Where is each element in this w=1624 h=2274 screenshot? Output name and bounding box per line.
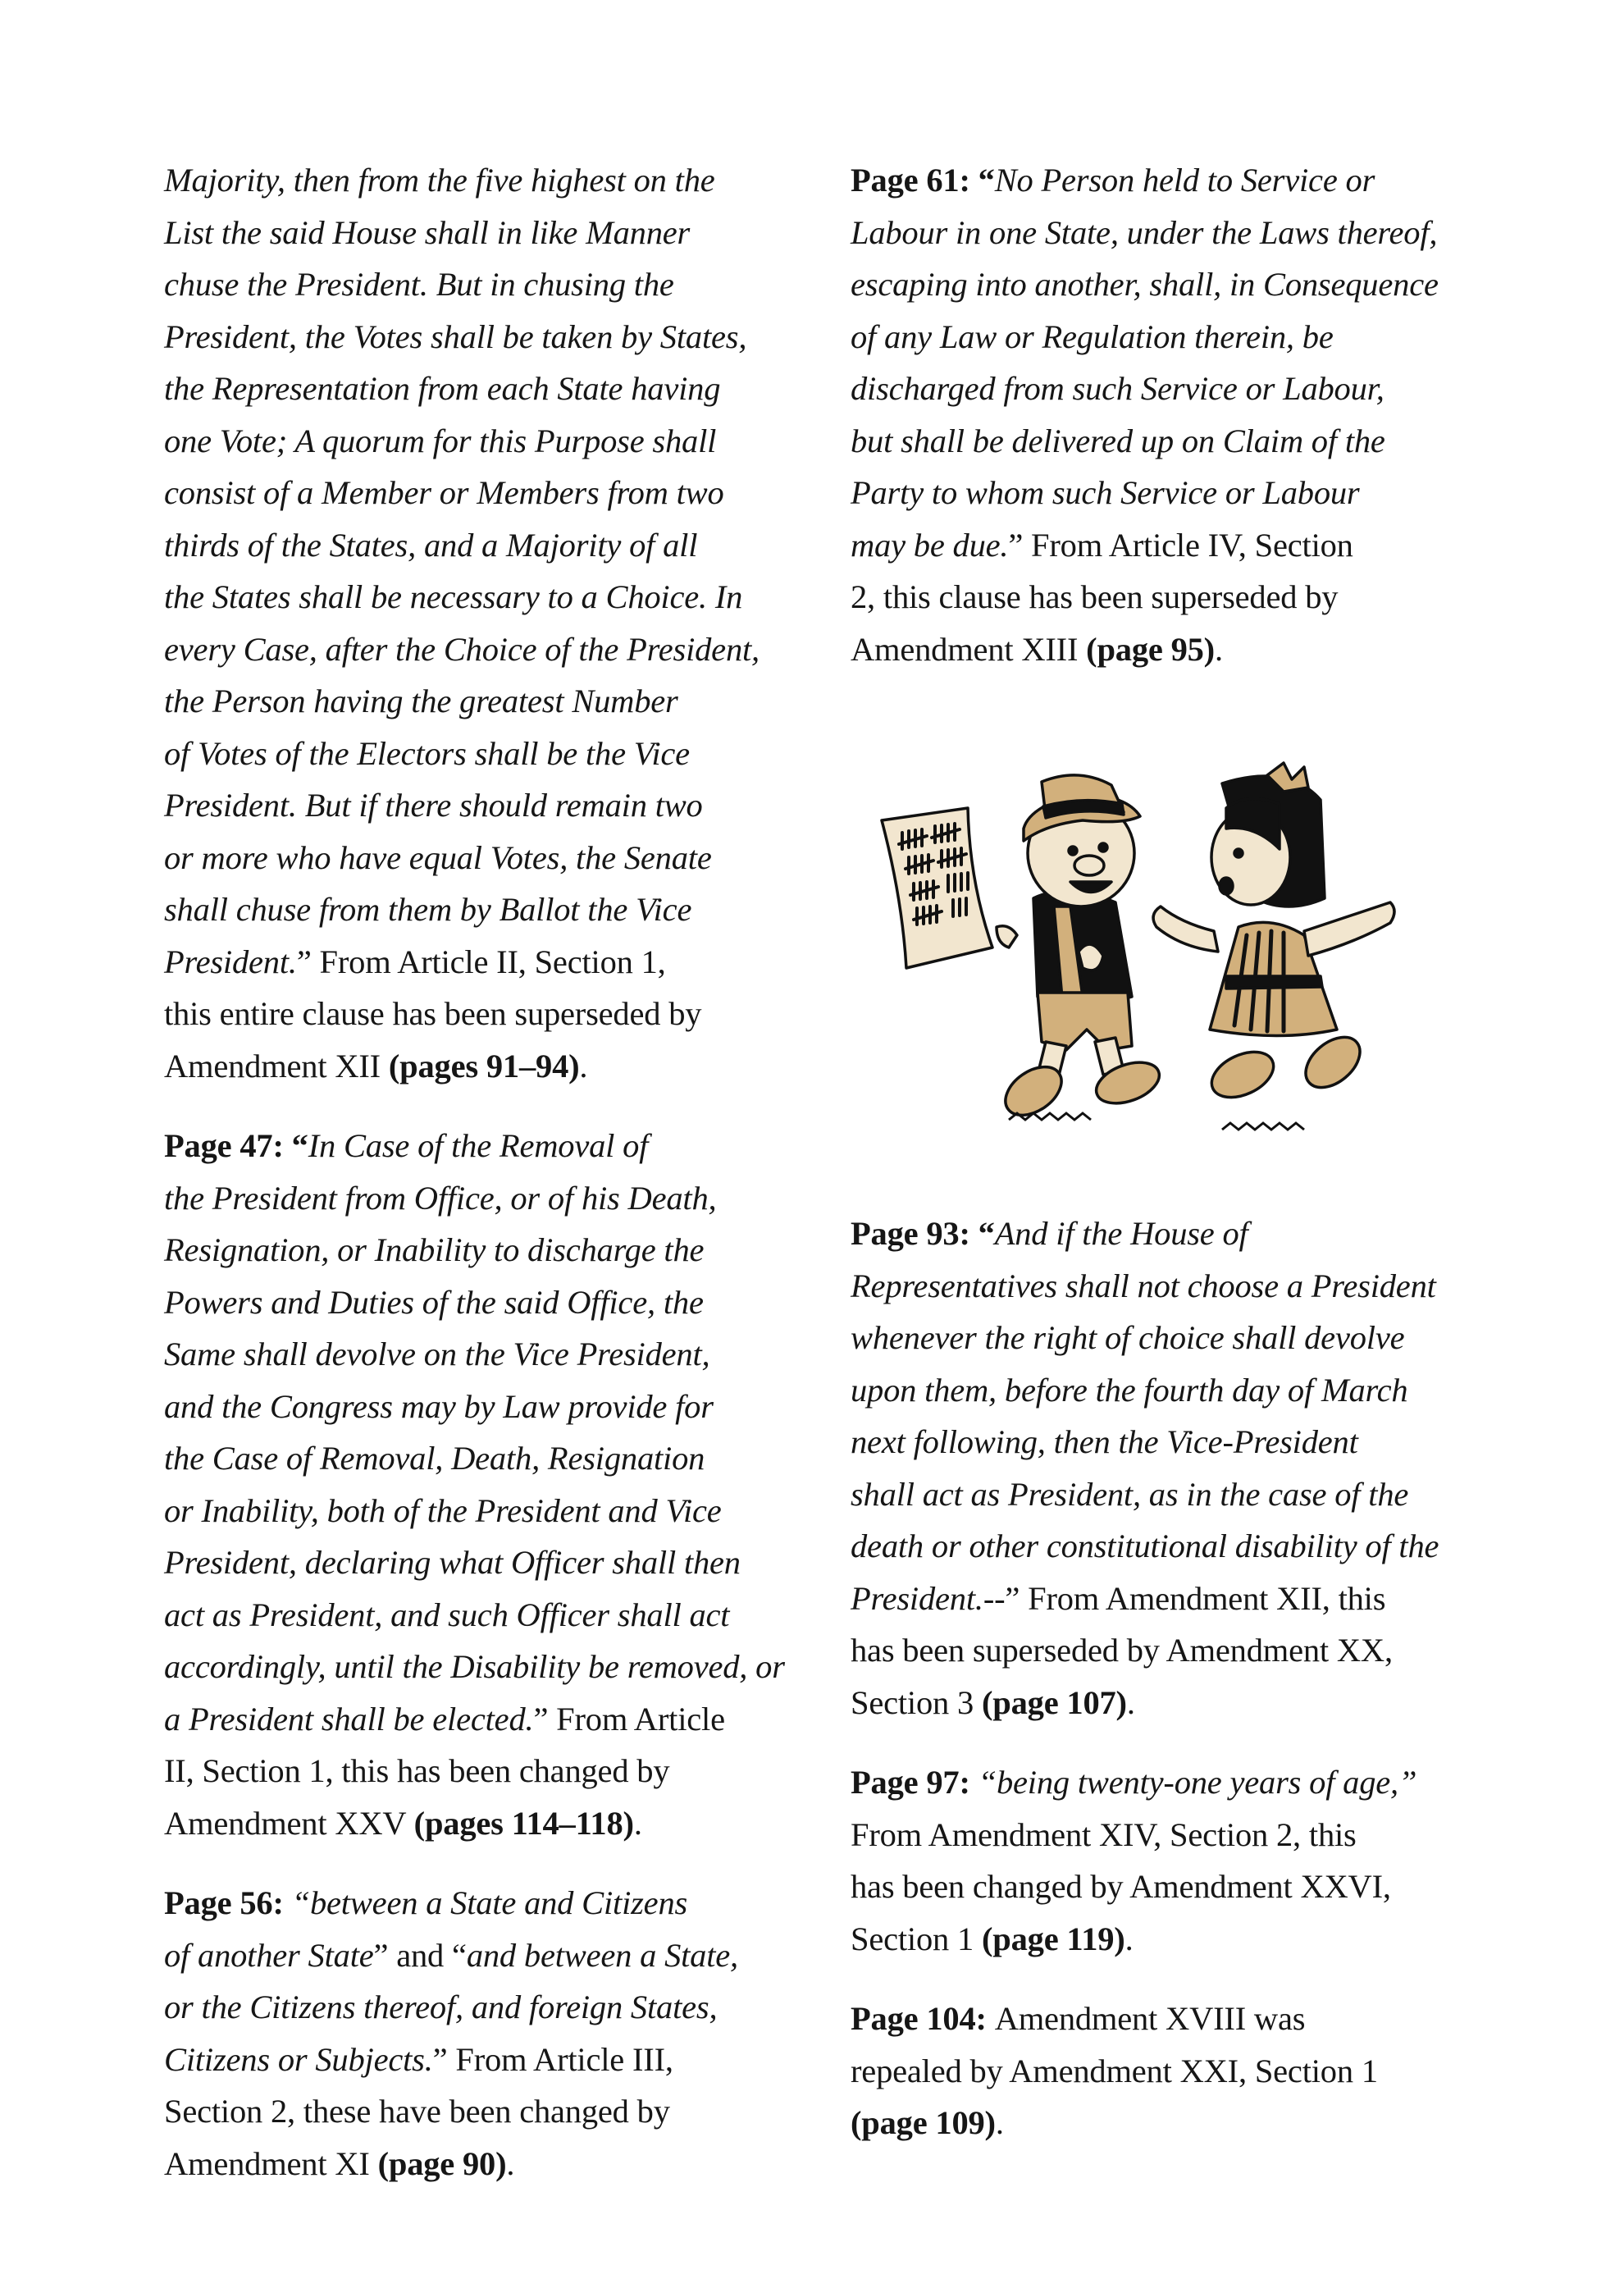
text-line <box>164 675 812 728</box>
text-line <box>164 207 812 259</box>
quoted-text: President, declaring what Officer shall then <box>164 1544 741 1581</box>
text-line <box>164 1276 812 1329</box>
text-line <box>851 519 1499 572</box>
text-line <box>851 363 1499 415</box>
text-line <box>851 1624 1499 1677</box>
text-line <box>164 467 812 519</box>
quoted-text: whenever the right of choice shall devolve <box>851 1319 1405 1356</box>
page-reference: (page 95) <box>1086 630 1215 668</box>
quoted-text: of Votes of the Electors shall be the Vice <box>164 734 690 772</box>
quoted-text: act as President, and such Officer shall act <box>164 1596 730 1633</box>
plain-text: repealed by Amendment XXI, Section 1 <box>851 2052 1378 2089</box>
quoted-text: List the said House shall in like Manner <box>164 213 691 251</box>
quoted-text: of any Law or Regulation therein, be <box>851 317 1334 355</box>
quoted-text: the President from Office, or of his Death, <box>164 1179 717 1217</box>
quoted-text: shall act as President, as in the case of the <box>851 1475 1409 1513</box>
quoted-text: escaping into another, shall, in Consequence <box>851 266 1439 303</box>
page-reference: (pages 114–118) <box>413 1804 634 1842</box>
plain-text: ” From Article <box>533 1700 725 1737</box>
quoted-text: Powers and Duties of the said Office, the <box>164 1283 704 1321</box>
text-line <box>851 1208 1499 1260</box>
text-line <box>851 623 1499 676</box>
quoted-text: and the Congress may by Law provide for <box>164 1387 714 1425</box>
text-line <box>164 154 812 207</box>
text-line <box>164 1981 812 2034</box>
right-column-lower <box>851 1208 1499 2177</box>
text-line <box>851 1677 1499 1729</box>
quoted-text: the Case of Removal, Death, Resignation <box>164 1440 705 1477</box>
quoted-text: In Case of the Removal of <box>308 1127 649 1164</box>
plain-text: ” and “ <box>373 1936 467 1974</box>
plain-text: ” From Amendment XII, this <box>1005 1579 1386 1617</box>
quoted-text: “being twenty-one years of age,” <box>978 1764 1417 1801</box>
plain-text: this entire clause has been superseded by <box>164 995 702 1032</box>
text-line <box>851 467 1499 519</box>
text-line <box>164 1432 812 1485</box>
quoted-text: one Vote; A quorum for this Purpose shall <box>164 422 717 459</box>
text-line <box>164 779 812 832</box>
quoted-text: may be due. <box>851 526 1009 564</box>
text-line <box>164 1040 812 1093</box>
text-line <box>164 1120 812 1172</box>
page-reference: (page 107) <box>981 1683 1127 1721</box>
text-line <box>851 1993 1499 2045</box>
page-reference: (page 109) <box>851 2104 996 2141</box>
text-line <box>851 154 1499 207</box>
text-line <box>164 1224 812 1276</box>
quoted-text: Labour in one State, under the Laws thereof, <box>851 213 1438 251</box>
text-line <box>164 363 812 415</box>
quoted-text: shall chuse from them by Ballot the Vice <box>164 891 692 928</box>
quoted-text: Majority, then from the five highest on the <box>164 162 715 199</box>
quoted-text: President.-- <box>851 1579 1006 1617</box>
page-label: Page 97: <box>851 1764 979 1801</box>
quoted-text: or the Citizens thereof, and foreign States, <box>164 1989 718 2025</box>
note-page-104 <box>851 1993 1499 2149</box>
quoted-text: of another State <box>164 1936 374 1974</box>
text-line <box>164 2034 812 2086</box>
quoted-text: and between a State, <box>466 1936 738 1974</box>
text-line <box>164 1745 812 1797</box>
text-line <box>851 207 1499 259</box>
text-line <box>851 1416 1499 1468</box>
quoted-text: President. <box>164 943 297 980</box>
text-line <box>851 2045 1499 2098</box>
quoted-text: or more who have equal Votes, the Senate <box>164 838 712 876</box>
cartoon-illustration <box>878 759 1452 1136</box>
text-line <box>851 1756 1499 1809</box>
plain-text: Amendment XVIII was <box>994 2000 1306 2037</box>
quoted-text: the Person having the greatest Number <box>164 683 678 719</box>
text-line <box>164 2085 812 2138</box>
plain-text: ” From Article III, <box>432 2040 673 2078</box>
text-line <box>164 884 812 936</box>
quoted-text: the States shall be necessary to a Choice. In <box>164 578 743 615</box>
text-line <box>851 1861 1499 1913</box>
quoted-text: a President shall be elected. <box>164 1700 534 1737</box>
plain-text: ” From Article II, Section 1, <box>296 943 666 980</box>
text-line <box>851 1312 1499 1364</box>
quoted-text: “between a State and Citizens <box>291 1884 688 1921</box>
quoted-text: And if the House of <box>994 1215 1248 1252</box>
right-column <box>851 154 1499 703</box>
punctuation: . <box>1126 1683 1135 1721</box>
text-line <box>851 2097 1499 2149</box>
page-label: Page 61: “ <box>851 162 995 199</box>
quoted-text: accordingly, until the Disability be removed, or <box>164 1648 785 1685</box>
punctuation: . <box>633 1804 642 1842</box>
text-line <box>164 1328 812 1381</box>
plain-text: Section 3 <box>851 1683 982 1721</box>
note-page-97 <box>851 1756 1499 1965</box>
text-line <box>851 1364 1499 1417</box>
quoted-text: the Representation from each State having <box>164 370 721 407</box>
text-line <box>164 415 812 468</box>
text-line <box>164 832 812 884</box>
quoted-text: discharged from such Service or Labour, <box>851 370 1385 407</box>
quoted-text: President. But if there should remain two <box>164 787 703 824</box>
quoted-text: President, the Votes shall be taken by States, <box>164 317 747 355</box>
punctuation: . <box>506 2144 515 2182</box>
plain-text: Amendment XII <box>164 1047 389 1084</box>
quoted-text: Same shall devolve on the Vice President, <box>164 1336 710 1372</box>
quoted-text: next following, then the Vice-President <box>851 1423 1358 1460</box>
text-line <box>851 1809 1499 1861</box>
page-label: Page 104: <box>851 2000 995 2037</box>
note-paragraph <box>164 154 812 1092</box>
cartoon-children-icon <box>878 759 1452 1136</box>
page-label: Page 56: <box>164 1884 292 1921</box>
text-line <box>164 1693 812 1746</box>
plain-text: 2, this clause has been superseded by <box>851 578 1339 615</box>
text-line <box>164 2138 812 2190</box>
text-line <box>164 1485 812 1537</box>
quoted-text: chuse the President. But in chusing the <box>164 266 674 303</box>
text-line <box>851 1260 1499 1313</box>
quoted-text: death or other constitutional disability of the <box>851 1527 1439 1564</box>
quoted-text: thirds of the States, and a Majority of all <box>164 526 698 564</box>
page-label: Page 47: “ <box>164 1127 308 1164</box>
quoted-text: consist of a Member or Members from two <box>164 474 724 511</box>
text-line <box>164 258 812 311</box>
text-line <box>164 519 812 572</box>
text-line <box>164 1381 812 1433</box>
page-reference: (pages 91–94) <box>388 1047 580 1084</box>
text-line <box>851 1468 1499 1521</box>
quoted-text: Representatives shall not choose a President <box>851 1267 1436 1304</box>
quoted-text: Citizens or Subjects. <box>164 2040 433 2078</box>
text-line <box>164 1641 812 1693</box>
text-line <box>164 571 812 623</box>
page-reference: (page 119) <box>981 1920 1125 1957</box>
punctuation: . <box>579 1047 588 1084</box>
text-line <box>851 571 1499 623</box>
plain-text: From Amendment XIV, Section 2, this <box>851 1815 1357 1853</box>
text-line <box>851 258 1499 311</box>
text-line <box>851 1573 1499 1625</box>
note-page-56 <box>164 1877 812 2190</box>
plain-text: II, Section 1, this has been changed by <box>164 1752 670 1789</box>
note-page-61 <box>851 154 1499 675</box>
text-line <box>164 1877 812 1929</box>
punctuation: . <box>1124 1920 1134 1957</box>
page-reference: (page 90) <box>377 2144 507 2182</box>
text-line <box>164 1929 812 1982</box>
note-page-93 <box>851 1208 1499 1728</box>
text-line <box>164 728 812 780</box>
text-line <box>851 1520 1499 1573</box>
punctuation: . <box>995 2104 1004 2141</box>
text-line <box>164 1797 812 1850</box>
text-line <box>164 1172 812 1225</box>
text-line <box>164 988 812 1040</box>
quoted-text: Party to whom such Service or Labour <box>851 474 1360 511</box>
plain-text: Amendment XXV <box>164 1804 414 1842</box>
text-line <box>164 1537 812 1589</box>
plain-text: Amendment XIII <box>851 630 1087 668</box>
plain-text: Amendment XI <box>164 2144 378 2182</box>
page-label: Page 93: “ <box>851 1215 995 1252</box>
plain-text: has been changed by Amendment XXVI, <box>851 1868 1391 1905</box>
text-line <box>164 936 812 989</box>
quoted-text: upon them, before the fourth day of March <box>851 1371 1408 1409</box>
text-line <box>164 623 812 676</box>
text-line <box>851 415 1499 468</box>
quoted-text: No Person held to Service or <box>994 162 1375 199</box>
text-line <box>851 311 1499 363</box>
text-line <box>164 1589 812 1642</box>
plain-text: Section 2, these have been changed by <box>164 2093 670 2130</box>
left-column <box>164 154 812 2217</box>
note-page-47 <box>164 1120 812 1849</box>
quoted-text: or Inability, both of the President and Vice <box>164 1491 722 1529</box>
plain-text: has been superseded by Amendment XX, <box>851 1632 1393 1669</box>
text-line <box>851 1913 1499 1966</box>
text-line <box>164 311 812 363</box>
quoted-text: every Case, after the Choice of the President, <box>164 630 760 668</box>
quoted-text: Resignation, or Inability to discharge the <box>164 1231 705 1268</box>
punctuation: . <box>1214 630 1223 668</box>
plain-text: Section 1 <box>851 1920 982 1957</box>
plain-text: ” From Article IV, Section <box>1008 526 1353 564</box>
quoted-text: but shall be delivered up on Claim of the <box>851 422 1385 459</box>
